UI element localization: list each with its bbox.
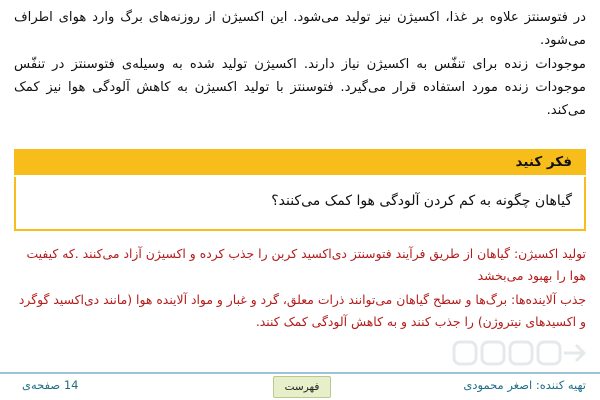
intro-paragraph-1: در فتوسنتز علاوه بر غذا، اکسیژن نیز تولید می‌شود. این اکسیژن از روزنه‌های برگ وارد هوای اطراف می‌شود. [14,10,586,48]
answer-pollutant-absorption: جذب آلاینده‌ها: برگ‌ها و سطح گیاهان می‌توانند ذرات معلق، گرد و غبار و مواد آلاینده هوا (مانند دی‌اکسید گوگرد و اکسیدهای نیتروژن) را جذب کنند و به کاهش آلودگی کمک کنند. [18,292,586,329]
answer-oxygen-production: تولید اکسیژن: گیاهان از طریق فرآیند فتوسنتز دی‌اکسید کربن را جذب کرده و اکسیژن آزاد می‌کنند .که کیفیت هوا را بهبود می‌بخشد [26,246,586,283]
footer-page-number: 14 صفحه‌ی [22,378,79,392]
intro-paragraph-2: موجودات زنده برای تنفّس به اکسیژن نیاز دارند. اکسیژن تولید شده به وسیله‌ی فتوسنتز در تنفّس موجودات زنده مورد استفاده قرار می‌گیرد. فتوسنتز با تولید اکسیژن به کاهش آلودگی هوا نیز کمک می‌کند. [14,57,586,118]
brand-logo-icon [452,336,588,370]
think-header-bar [14,149,586,175]
footer-divider [0,372,600,374]
think-question: گیاهان چگونه به کم کردن آلودگی هوا کمک می‌کنند؟ [271,193,572,209]
think-title: فکر کنید [506,149,582,175]
footer-preparer: تهیه کننده: اصغر محمودی [463,378,586,392]
think-question-box [14,177,586,231]
menu-button[interactable]: فهرست [273,376,331,398]
